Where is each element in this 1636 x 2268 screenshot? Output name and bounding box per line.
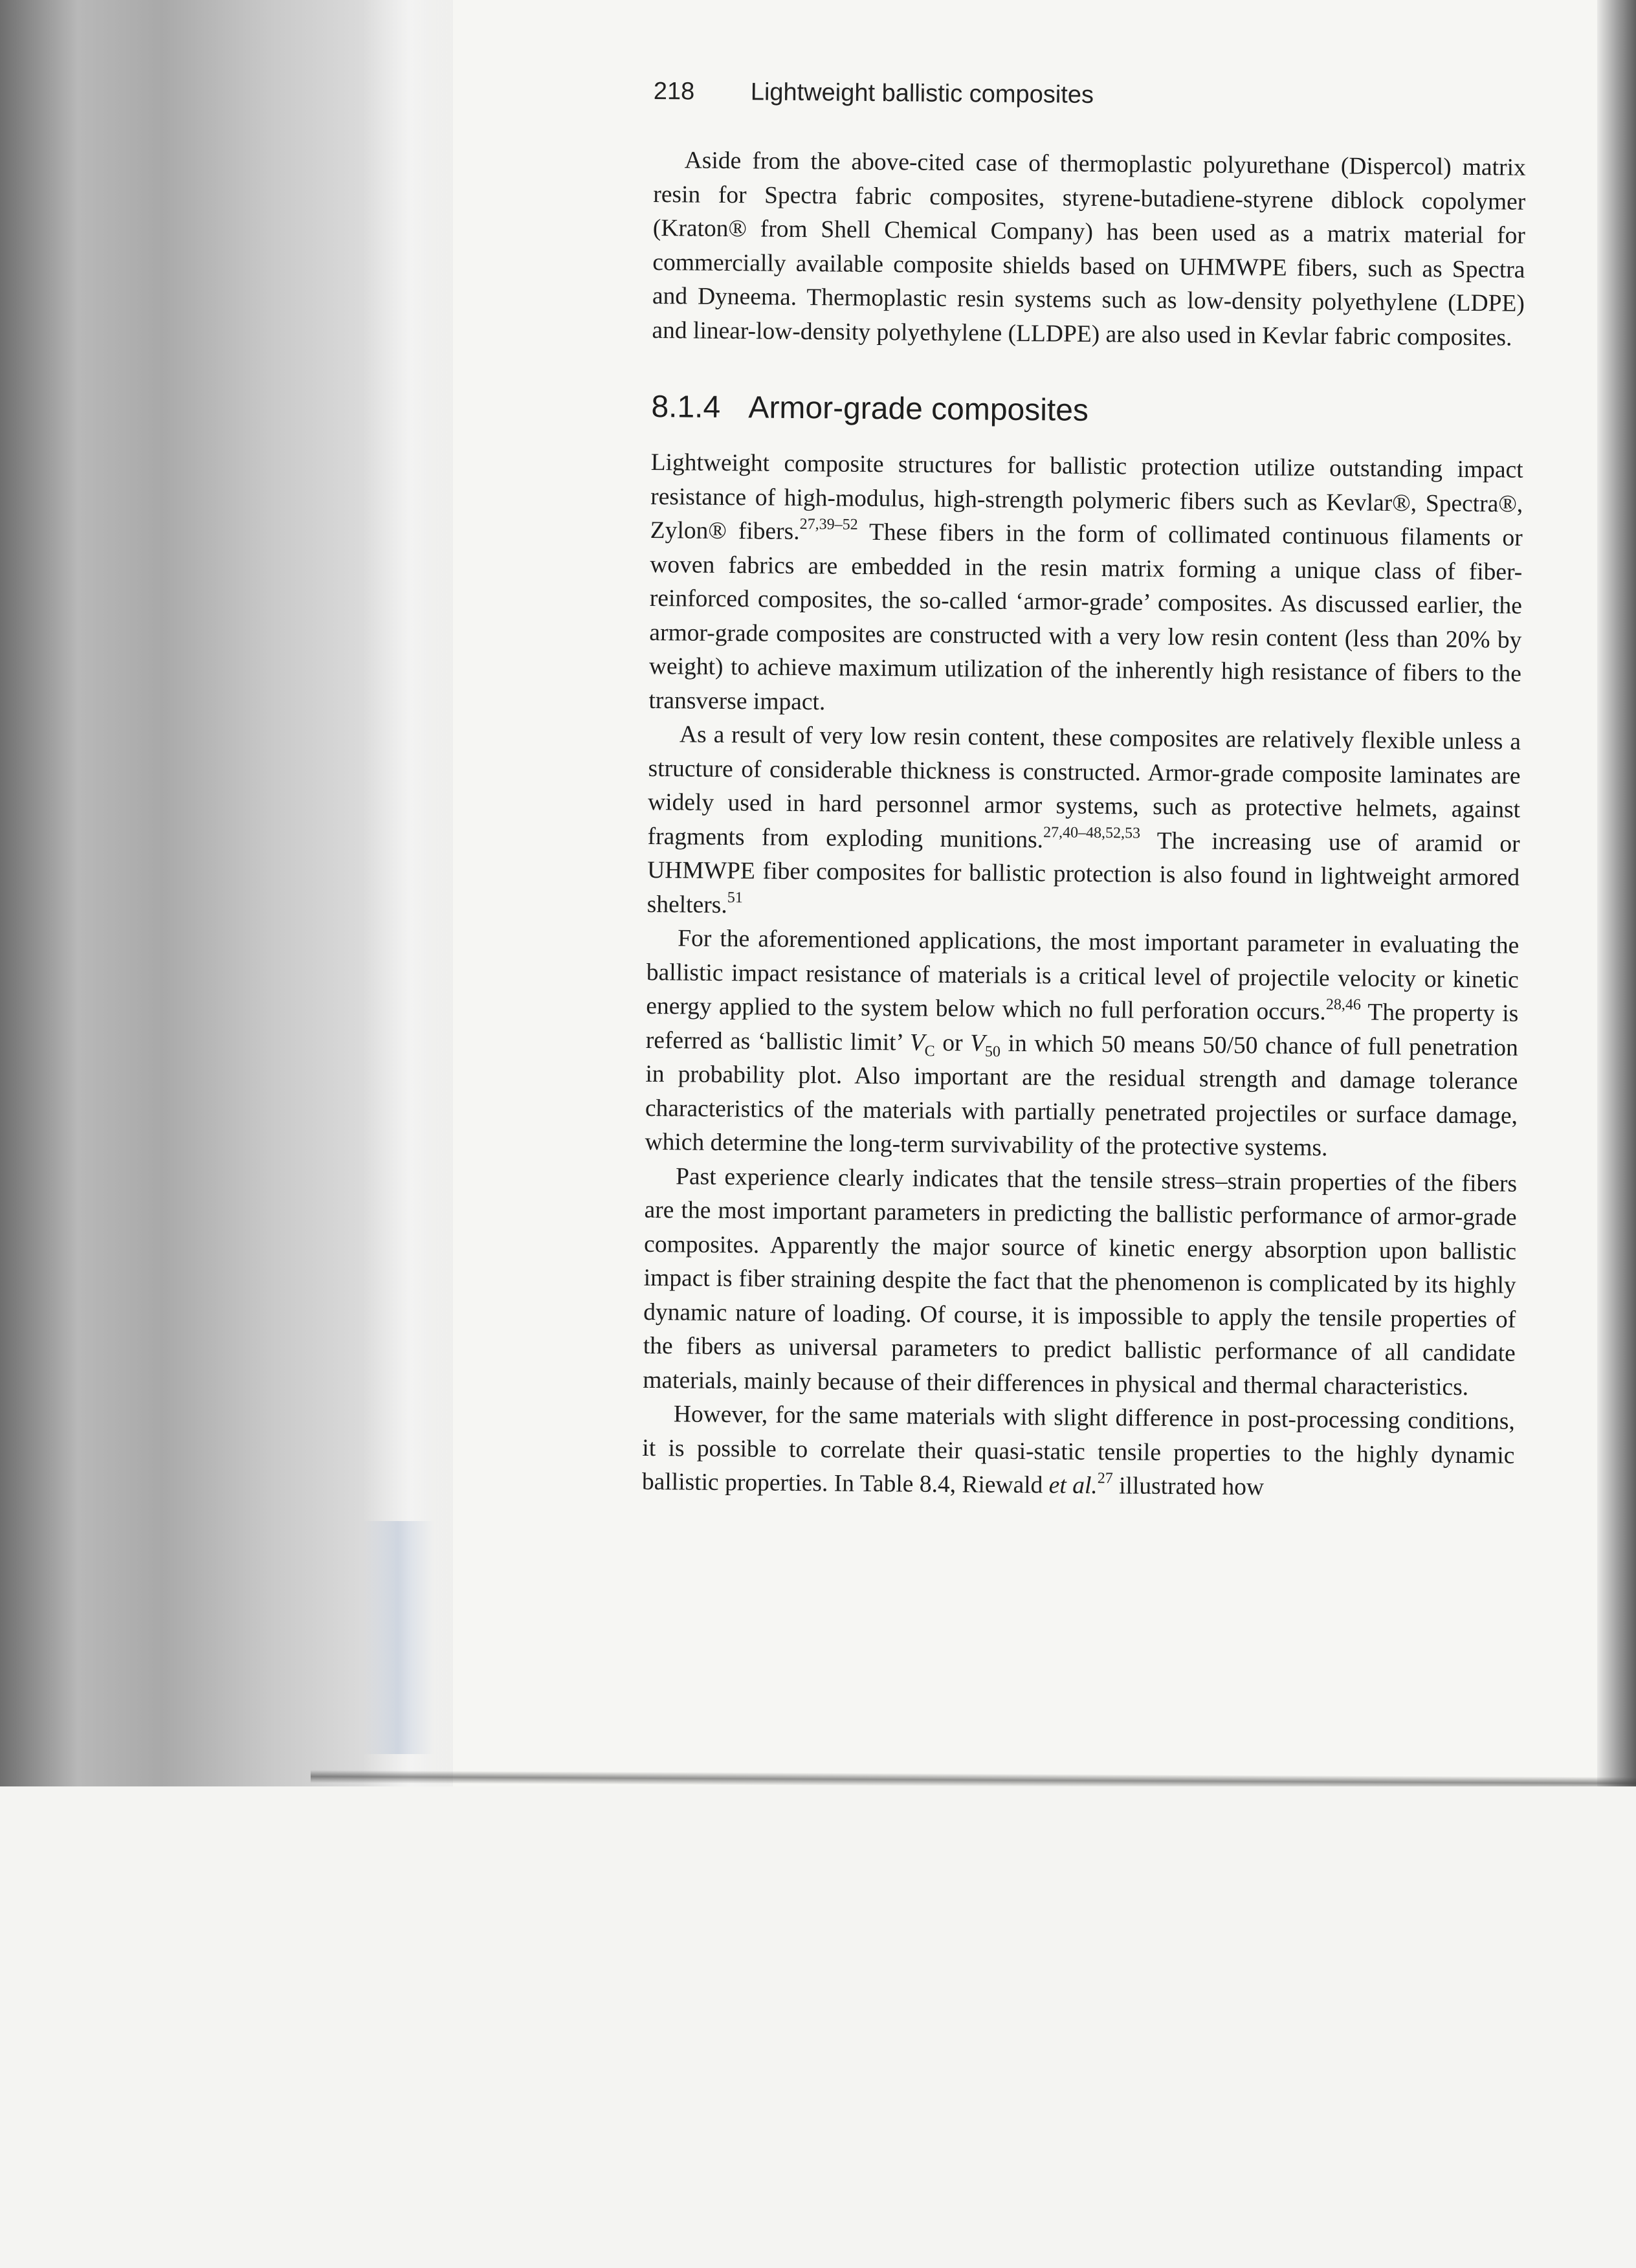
text-span: The property is referred as ‘ballistic limit’ bbox=[645, 999, 1519, 1056]
text-span: in which 50 means 50/50 chance of full penetration in probability plot. Also important are the residual strength and damage tolerance characteristics of the materials with partially penetrated projectiles or surface damage, which determine the long-term survivability of the protective systems. bbox=[645, 1030, 1519, 1162]
citation-ref: 27 bbox=[1097, 1470, 1113, 1487]
paragraph-quasi-static bbox=[642, 1397, 1515, 1507]
text-span: The increasing use of aramid or UHMWPE fiber composites for ballistic protection is also found in lightweight armored shelters. bbox=[647, 827, 1520, 918]
page-edge-tint bbox=[362, 1521, 434, 1754]
paragraph-tensile-properties: Past experience clearly indicates that the tensile stress–strain properties of the fibers are the most important parameters in predicting the ballistic performance of armor-grade composites. Apparently the major source of kinetic energy absorption upon ballistic impact is fiber straining despite the fact that the phenomenon is complicated by its highly dynamic nature of loading. Of course, it is impossible to apply the tensile properties of the fibers as universal parameters to predict ballistic performance of all candidate materials, mainly because of their differences in physical and thermal characteristics. bbox=[643, 1162, 1518, 1401]
page-number: 218 bbox=[653, 78, 695, 106]
text-span: or bbox=[934, 1029, 971, 1056]
paragraph-armor-grade-intro bbox=[648, 446, 1523, 726]
paragraph-ballistic-limit bbox=[645, 922, 1519, 1167]
book-title: Lightweight ballistic composites bbox=[750, 78, 1094, 109]
section-number: 8.1.4 bbox=[651, 389, 721, 425]
text-span: illustrated how bbox=[1112, 1473, 1265, 1501]
symbol-subscript: 50 bbox=[984, 1043, 1001, 1060]
text-span: Lightweight composite structures for ballistic protection utilize outstanding impact resistance of high-modulus, high-strength polymeric fibers such as Kevlar®, Spectra®, Zylon® fibers. bbox=[650, 449, 1523, 545]
et-al: et al. bbox=[1048, 1472, 1098, 1500]
text-span: These fibers in the form of collimated continuous filaments or woven fabrics are embedded in the resin matrix forming a unique class of fiber-reinforced composites, the so-called ‘armor-grade’ composites. As discussed earlier, the armor-grade composites are constructed with a very low resin content (less than 20% by weight) to achieve maximum utilization of the inherently high resistance of fibers to the transverse impact. bbox=[648, 518, 1523, 715]
citation-ref: 51 bbox=[727, 889, 743, 906]
text-span: However, for the same materials with slight difference in post-processing conditions, it is possible to correlate their quasi-static tensile properties to the highly dynamic ballistic properties. In Table 8.4, Riewald bbox=[641, 1401, 1516, 1499]
paragraph-flexibility bbox=[647, 718, 1521, 929]
citation-ref: 28,46 bbox=[1325, 996, 1361, 1014]
paragraph-matrix-resins: Aside from the above-cited case of thermoplastic polyurethane (Dispercol) matrix resin for Spectra fabric composites, styrene-butadiene-styrene diblock copolymer (Kraton® from Shell Chemical Company) has been used as a matrix material for commercially available composite shields based on UHMWPE fibers, such as Spectra and Dyneema. Thermoplastic resin systems such as low-density polyethylene (LDPE) and linear-low-density polyethylene (LLDPE) are also used in Kevlar fabric composites. bbox=[652, 147, 1526, 351]
page-content bbox=[642, 144, 1526, 1507]
section-heading bbox=[651, 388, 1523, 434]
text-span: For the aforementioned applications, the most important parameter in evaluating the ballistic impact resistance of materials is a critical level of projectile velocity or kinetic energy applied to the system below which no full perforation occurs. bbox=[646, 925, 1520, 1026]
section-title: Armor-grade composites bbox=[748, 390, 1089, 428]
scanner-bed bbox=[0, 1786, 1636, 2268]
symbol-v: V bbox=[969, 1029, 986, 1057]
right-page-edge bbox=[1597, 0, 1636, 1799]
citation-ref: 27,39–52 bbox=[799, 515, 858, 533]
symbol-v: V bbox=[909, 1029, 925, 1056]
page-edge-highlight bbox=[362, 0, 459, 1786]
citation-ref: 27,40–48,52,53 bbox=[1043, 823, 1141, 842]
text-span: As a result of very low resin content, these composites are relatively flexible unless a structure of considerable thickness is constructed. Armor-grade composite laminates are widely used in hard personnel armor systems, such as protective helmets, against fragments from exploding munitions. bbox=[647, 721, 1521, 853]
symbol-subscript: C bbox=[924, 1042, 935, 1060]
